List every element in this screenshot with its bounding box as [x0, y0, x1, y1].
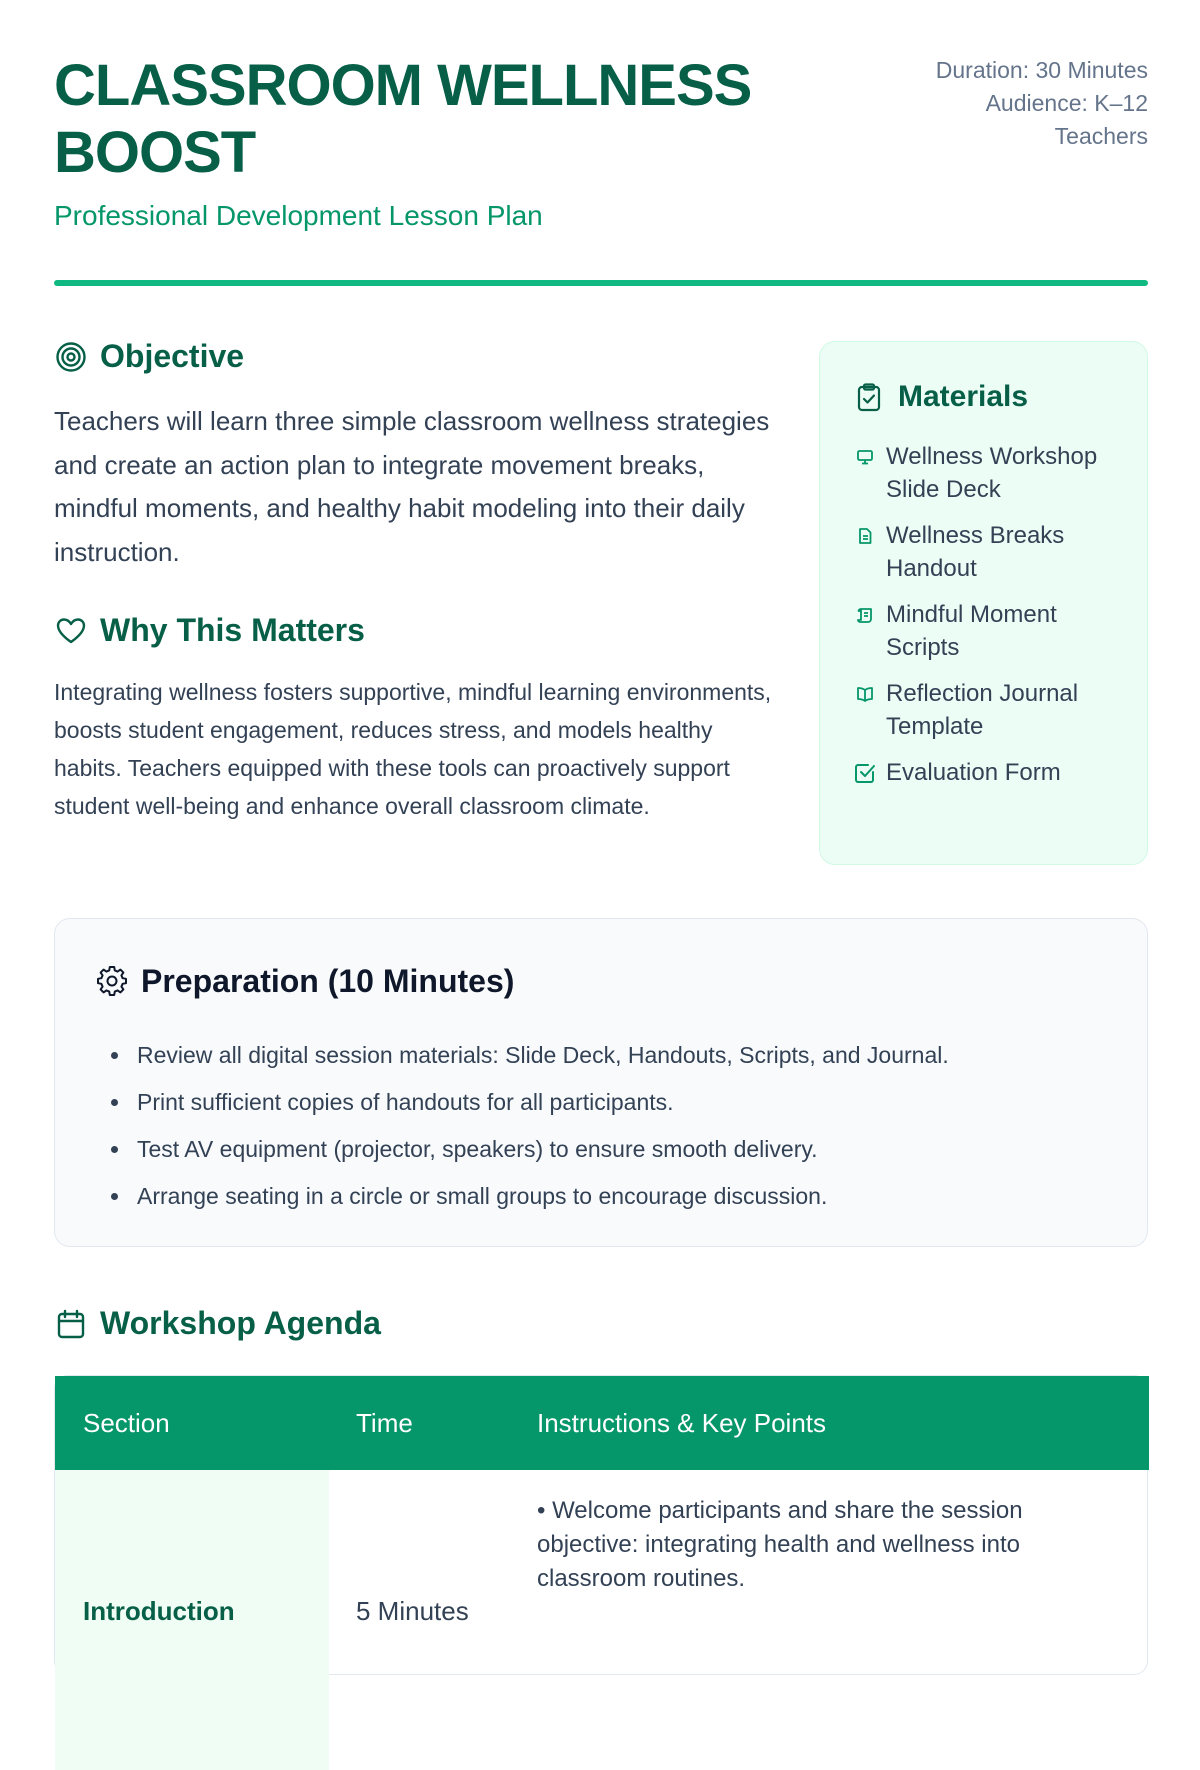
clipboard-check-icon — [854, 382, 884, 412]
column-header-section: Section — [83, 1408, 170, 1438]
list-item: Test AV equipment (projector, speakers) to ensure smooth delivery. — [137, 1126, 1117, 1173]
scroll-icon — [854, 598, 876, 631]
heart-icon — [54, 614, 88, 648]
checkbox-icon — [854, 756, 876, 789]
page-title: CLASSROOM WELLNESS BOOST — [54, 53, 752, 185]
duration-label: Duration: 30 Minutes — [935, 57, 1148, 83]
book-open-icon — [854, 677, 876, 710]
list-item — [854, 756, 1124, 789]
preparation-list — [137, 1032, 1117, 1220]
preparation-panel — [54, 918, 1148, 1247]
material-label: Wellness Workshop Slide Deck — [886, 443, 1098, 503]
objective-heading-text: Objective — [100, 338, 245, 374]
list-item — [854, 677, 1124, 743]
row-time: 5 Minutes — [356, 1596, 469, 1626]
materials-list — [854, 440, 1124, 802]
table-header — [55, 1376, 1149, 1470]
material-label: Wellness Breaks Handout — [886, 522, 1065, 582]
audience-label: Audience: K–12 Teachers — [985, 90, 1148, 149]
list-item: Arrange seating in a circle or small groups to encourage discussion. — [137, 1173, 1117, 1220]
why-heading — [54, 612, 365, 649]
list-item: Print sufficient copies of handouts for all participants. — [137, 1079, 1117, 1126]
row-points: • Welcome participants and share the session objective: integrating health and wellness into classroom routines. — [537, 1497, 1023, 1592]
agenda-table — [54, 1375, 1148, 1675]
objective-heading — [54, 338, 244, 375]
header — [54, 52, 1148, 238]
calendar-icon — [54, 1307, 88, 1341]
presentation-icon — [854, 440, 876, 473]
row-section: Introduction — [83, 1596, 235, 1626]
lesson-plan-page — [54, 0, 1148, 1626]
materials-panel — [819, 341, 1148, 865]
agenda-heading-text: Workshop Agenda — [100, 1305, 381, 1341]
list-item — [854, 598, 1124, 664]
column-header-instructions: Instructions & Key Points — [537, 1408, 827, 1438]
agenda-heading — [54, 1305, 381, 1342]
materials-heading-text: Materials — [898, 380, 1029, 413]
header-divider — [54, 280, 1148, 286]
list-item — [854, 519, 1124, 585]
material-label: Reflection Journal Template — [886, 680, 1079, 740]
document-icon — [854, 519, 876, 552]
material-label: Mindful Moment Scripts — [886, 601, 1057, 661]
target-icon — [54, 340, 88, 374]
material-label: Evaluation Form — [886, 759, 1061, 786]
column-header-time: Time — [356, 1408, 413, 1438]
gear-icon — [97, 966, 129, 998]
list-item — [854, 440, 1124, 506]
page-subtitle: Professional Development Lesson Plan — [54, 200, 543, 231]
preparation-heading-text: Preparation (10 Minutes) — [141, 963, 515, 999]
list-item: Review all digital session materials: Slide Deck, Handouts, Scripts, and Journal. — [137, 1032, 1117, 1079]
objective-text: Teachers will learn three simple classroom wellness strategies and create an action plan to integrate movement breaks, mindful moments, and healthy habit modeling into their daily instruction. — [54, 406, 770, 567]
why-text: Integrating wellness fosters supportive, mindful learning environments, boosts student engagement, reduces stress, and models healthy habits. Teachers equipped with these tools can proactively support student well-being and enhance overall classroom climate. — [54, 679, 772, 819]
materials-heading — [854, 380, 1028, 414]
preparation-heading — [97, 963, 514, 1000]
why-heading-text: Why This Matters — [100, 612, 365, 648]
session-meta — [888, 54, 1148, 153]
